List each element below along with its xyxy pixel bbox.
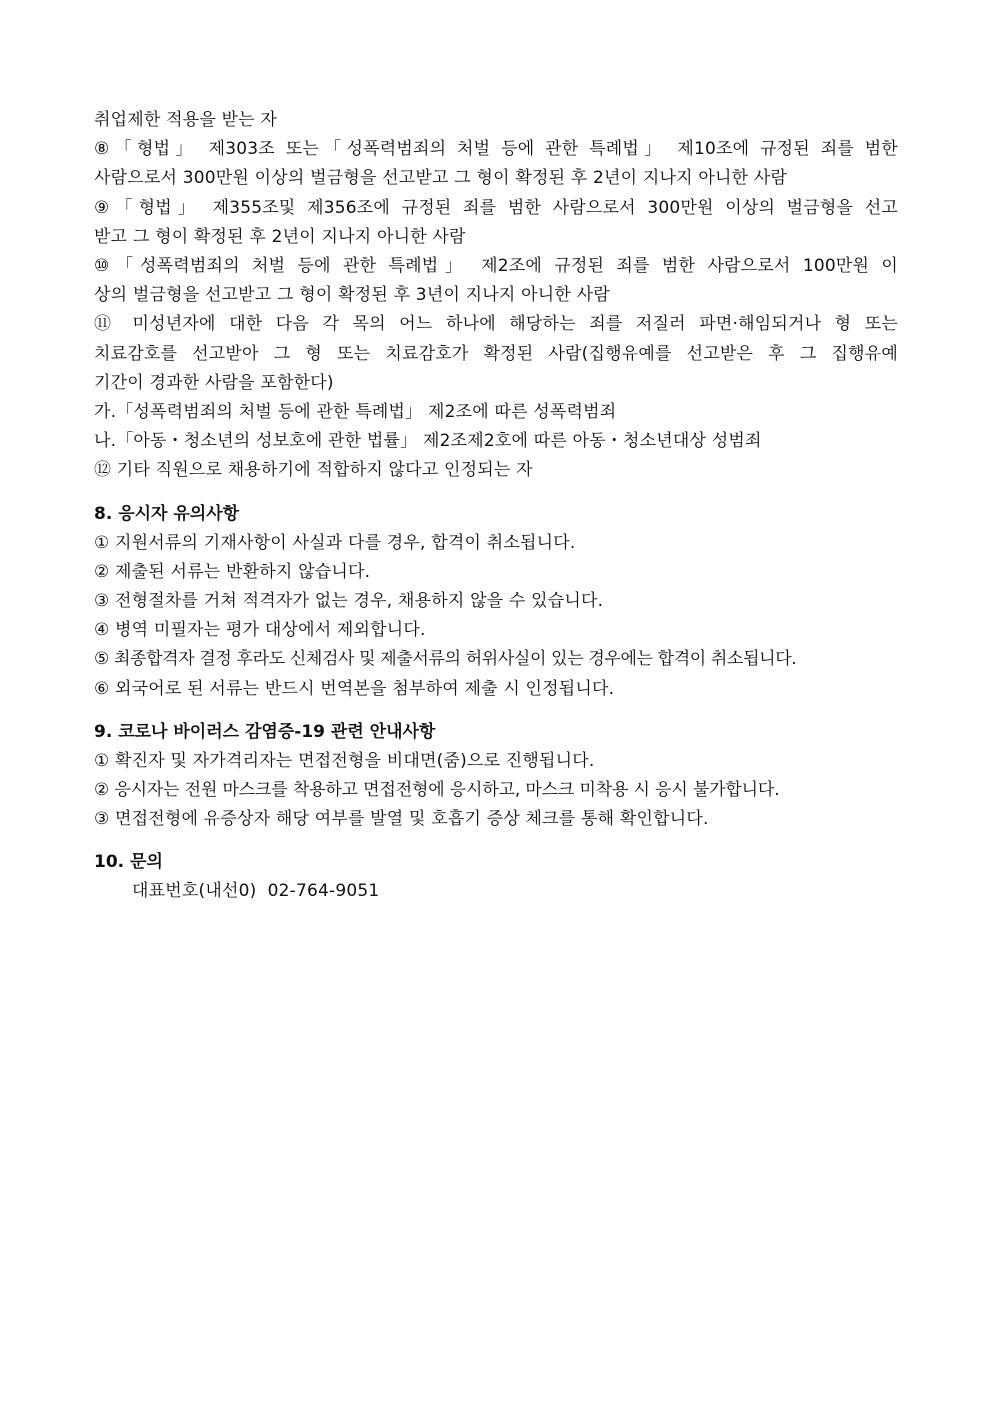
list-item: ① 확진자 및 자가격리자는 면접전형을 비대면(줌)으로 진행됩니다. (94, 750, 595, 771)
eligibility-list (94, 106, 898, 486)
list-item: ⑫ 기타 직원으로 채용하기에 적합하지 않다고 인정되는 자 (94, 460, 533, 481)
list-item: ⑧「형법」 제303조 또는「성폭력범죄의 처벌 등에 관한 특례법」 제10조에 규정된 죄를 범한 (94, 139, 898, 160)
list-item: ① 지원서류의 기재사항이 사실과 다를 경우, 합격이 취소됩니다. (94, 532, 576, 553)
section-8 (94, 500, 898, 704)
list-item: 치료감호를 선고받아 그 형 또는 치료감호가 확정된 사람(집행유예를 선고받은 후 그 집행유예 (94, 343, 898, 364)
list-item: 기간이 경과한 사람을 포함한다) (94, 372, 334, 393)
list-item: ② 제출된 서류는 반환하지 않습니다. (94, 561, 371, 582)
list-item: 가.「성폭력범죄의 처벌 등에 관한 특례법」 제2조에 따른 성폭력범죄 (94, 402, 617, 423)
list-item: 받고 그 형이 확정된 후 2년이 지나지 아니한 사람 (94, 226, 466, 247)
list-item: ⑪ 미성년자에 대한 다음 각 목의 어느 하나에 해당하는 죄를 저질러 파면·해임되거나 형 또는 (94, 314, 898, 335)
list-item: ③ 전형절차를 거쳐 적격자가 없는 경우, 채용하지 않을 수 있습니다. (94, 591, 604, 612)
section-heading: 10. 문의 (94, 852, 163, 873)
section-heading: 8. 응시자 유의사항 (94, 503, 240, 524)
list-item: ⑤ 최종합격자 결정 후라도 신체검사 및 제출서류의 허위사실이 있는 경우에는 합격이 취소됩니다. (94, 649, 797, 670)
list-item: 사람으로서 300만원 이상의 벌금형을 선고받고 그 형이 확정된 후 2년이 지나지 아니한 사람 (94, 168, 788, 189)
list-item: 상의 벌금형을 선고받고 그 형이 확정된 후 3년이 지나지 아니한 사람 (94, 285, 610, 306)
list-item: ④ 병역 미필자는 평가 대상에서 제외합니다. (94, 620, 426, 641)
list-item: ⑩「성폭력범죄의 처벌 등에 관한 특례법」 제2조에 규정된 죄를 범한 사람으로서 100만원 이 (94, 256, 898, 277)
list-item: ⑥ 외국어로 된 서류는 반드시 번역본을 첨부하여 제출 시 인정됩니다. (94, 678, 615, 699)
list-item: 취업제한 적용을 받는 자 (94, 110, 278, 130)
section-10 (94, 848, 898, 906)
section-9 (94, 718, 898, 835)
list-item: ⑨「형법」 제355조및 제356조에 규정된 죄를 범한 사람으로서 300만원 이상의 벌금형을 선고 (94, 197, 898, 218)
list-item: ② 응시자는 전원 마스크를 착용하고 면접전형에 응시하고, 마스크 미착용 시 응시 불가합니다. (94, 780, 780, 801)
list-item: 나.「아동・청소년의 성보호에 관한 법률」 제2조제2호에 따른 아동・청소년대상 성범죄 (94, 431, 762, 452)
section-heading: 9. 코로나 바이러스 감염증-19 관련 안내사항 (94, 721, 436, 742)
document-page (94, 106, 898, 907)
list-item: ③ 면접전형에 유증상자 해당 여부를 발열 및 호흡기 증상 체크를 통해 확인합니다. (94, 809, 709, 830)
contact-phone: 대표번호(내선0) 02-764-9051 (132, 881, 380, 902)
